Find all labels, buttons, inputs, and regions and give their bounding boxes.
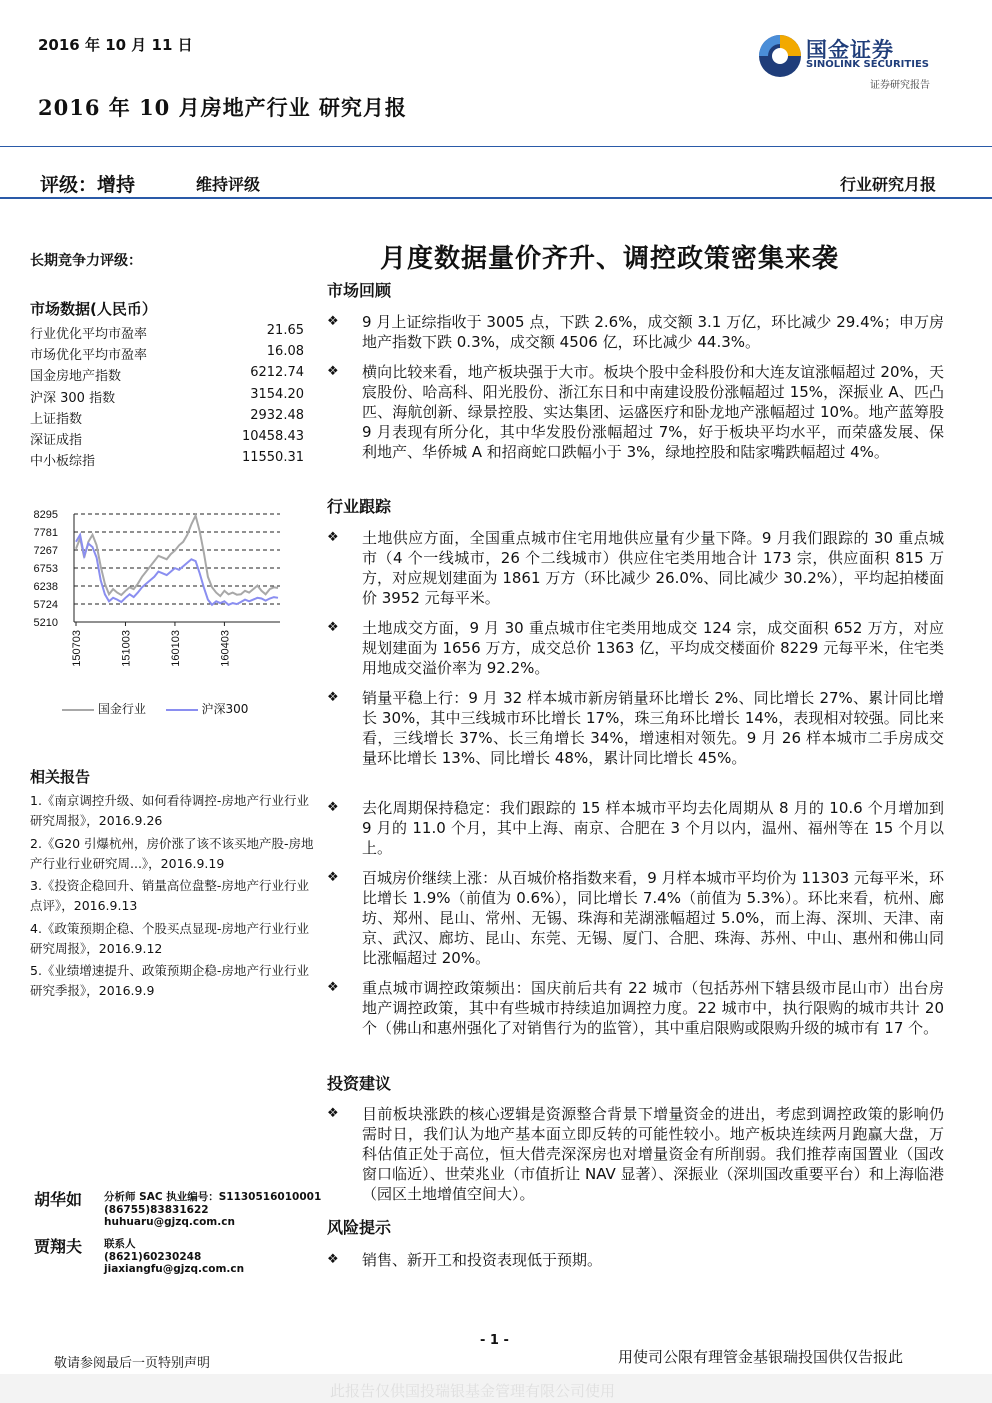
x-tick-label: 160403 [219, 630, 232, 667]
body-paragraph: 9 月上证综指收于 3005 点，下跌 2.6%，成交额 3.1 万亿，环比减少 29.4%；申万房地产指数下跌 0.3%，成交额 4506 亿，环比减少 44.3%。 [362, 313, 944, 351]
market-value: 10458.43 [241, 429, 304, 444]
market-row [30, 387, 304, 408]
watermark-text: 此报告仅供国投瑞银基金管理有限公司使用 [330, 1382, 616, 1400]
x-tick-label: 160103 [169, 630, 182, 667]
market-label: 上证指数 [30, 411, 83, 427]
rating-label: 评级：增持 [40, 174, 136, 196]
related-report-item: 3.《投资企稳回升、销量高位盘整-房地产行业行业点评》，2016.9.13 [30, 878, 309, 913]
market-label: 深证成指 [30, 433, 83, 448]
logo-text-en: SINOLINK SECURITIES [806, 59, 929, 70]
chart-legend [62, 700, 248, 717]
bullet-icon: ❖ [327, 690, 339, 705]
series-line-0 [76, 516, 278, 597]
rating-status: 维持评级 [196, 175, 261, 194]
related-reports-title: 相关报告 [30, 768, 91, 786]
body-paragraph: 土地供应方面，全国重点城市住宅用地供应量有少量下降。9 月我们跟踪的 30 重点城市（4 个一线城市，26 个二线城市）供应住宅类用地合计 173 宗，供应面积 815 万方，对应规划建面为 1861 万方（环比减少 26.0%、同比减少 30.2%），平均起拍楼面价 3952 元每平米。 [362, 529, 944, 607]
y-tick-label: 7781 [33, 526, 58, 539]
bullet-icon: ❖ [327, 800, 339, 815]
market-row [30, 344, 304, 365]
bullet-icon: ❖ [327, 1252, 339, 1267]
market-value: 21.65 [266, 323, 304, 338]
market-value: 6212.74 [250, 365, 304, 381]
y-tick-label: 6238 [33, 581, 58, 594]
market-value: 16.08 [266, 344, 304, 360]
report-headline: 月度数据量价齐升、调控政策密集来袭 [380, 244, 840, 274]
related-report-item: 1.《南京调控升级、如何看待调控-房地产行业行业研究周报》，2016.9.26 [30, 793, 309, 828]
market-row [30, 429, 304, 450]
body-paragraph: 去化周期保持稳定：我们跟踪的 15 样本城市平均去化周期从 8 月的 10.6 个月增加到 9 月的 11.0 个月，其中上海、南京、合肥在 3 个月以内，温州、福州等在 15 个月以上。 [362, 799, 944, 857]
x-tick-label: 151003 [120, 630, 133, 667]
disclaimer-notice: 敬请参阅最后一页特别声明 [54, 1356, 211, 1371]
market-label: 国金房地产指数 [30, 369, 122, 385]
analyst-name: 贾翔夫 [34, 1237, 83, 1256]
logo-subtitle: 证券研究报告 [870, 80, 930, 91]
analyst-contact-line: jiaxiangfu@gjzq.com.cn [104, 1263, 245, 1275]
body-paragraph: 横向比较来看，地产板块强于大市。板块个股中金科股份和大连友谊涨幅超过 20%，天宸股份、哈高科、阳光股份、浙江东日和中南建设股份涨幅超过 15%，深振业 A、匹凸匹、海航创新、绿景控股、实达集团、运盛医疗和卧龙地产涨幅超过 10%。地产蓝筹股 9 月表现有所分化，其中华发股份涨幅超过 7%，好于板块平均水平，而荣盛发展、保利地产、华侨城 A 和招商蛇口跌幅小于 3%，绿地控股和陆家嘴跌幅超过 4%。 [362, 363, 944, 461]
related-report-item: 5.《业绩增速提升、政策预期企稳-房地产行业行业研究季报》，2016.9.9 [30, 963, 309, 998]
market-row [30, 408, 304, 429]
report-title: 2016 年 10 月房地产行业 研究月报 [38, 95, 407, 120]
logo-emblem-icon [756, 32, 804, 80]
related-report-item: 4.《政策预期企稳、个股买点显现-房地产行业行业研究周报》，2016.9.12 [30, 921, 309, 956]
section-title: 风险提示 [327, 1218, 392, 1237]
analyst-contact-line: (86755)83831622 [104, 1203, 209, 1216]
legend-label-industry: 国金行业 [97, 702, 146, 716]
legend-label-hs300: 沪深300 [201, 702, 249, 716]
bullet-icon: ❖ [327, 364, 339, 379]
market-row [30, 365, 304, 386]
report-type: 行业研究月报 [839, 175, 936, 194]
market-value: 11550.31 [241, 450, 304, 466]
bullet-icon: ❖ [327, 980, 339, 995]
header-divider [0, 146, 992, 147]
analyst-contact-line: huhuaru@gjzq.com.cn [104, 1216, 235, 1228]
bullet-icon: ❖ [327, 870, 339, 885]
body-paragraph: 重点城市调控政策频出：国庆前后共有 22 城市（包括苏州下辖县级市昆山市）出台房地产调控政策，其中有些城市持续追加调控力度。22 城市中，执行限购的城市共计 20 个（佛山和惠州强化了对销售行为的监管），其中重启限购或限购升级的城市有 17 个。 [362, 979, 944, 1037]
report-date: 2016 年 10 月 11 日 [38, 36, 193, 54]
y-tick-label: 5210 [33, 617, 58, 629]
market-row [30, 323, 304, 344]
series-line-1 [76, 535, 278, 605]
market-label: 中小板综指 [30, 454, 96, 470]
index-line-chart [24, 500, 284, 700]
body-paragraph: 销售、新开工和投资表现低于预期。 [362, 1251, 603, 1269]
market-value: 2932.48 [250, 407, 304, 423]
company-logo [754, 30, 954, 90]
footer-right-text: 用使司公限有理管金基银瑞投国供仅告报此 [618, 1348, 904, 1366]
market-label: 行业优化平均市盈率 [30, 327, 148, 342]
body-paragraph: 百城房价继续上涨：从百城价格指数来看，9 月样本城市平均价为 11303 元每平米，环比增长 1.9%（前值为 0.6%），同比增长 7.4%（前值为 5.3%）。环比来看，杭州、廊坊、郑州、昆山、常州、无锡、珠海和芜湖涨幅超过 5.0%，而上海、深圳、天津、南京、武汉、廊坊、昆山、东莞、无锡、厦门、合肥、珠海、苏州、中山、惠州和佛山同比涨幅超过 20%。 [362, 869, 944, 967]
section-title: 市场回顾 [327, 281, 392, 300]
bullet-icon: ❖ [327, 530, 339, 545]
market-data-title: 市场数据(人民币） [30, 300, 157, 318]
analyst-name: 胡华如 [34, 1190, 83, 1209]
y-tick-label: 6753 [33, 562, 58, 575]
logo-text-cn: 国金证券 [806, 38, 894, 62]
legend-swatch-industry [62, 709, 94, 711]
analyst-contact-line: 分析师 SAC 执业编号：S1130516010001 [104, 1191, 322, 1203]
bullet-icon: ❖ [327, 314, 339, 329]
body-paragraph: 销量平稳上行：9 月 32 样本城市新房销量环比增长 2%、同比增长 27%、累计同比增长 30%，其中三线城市环比增长 17%，珠三角环比增长 14%，表现相对较强。同比来看，三线增长 37%、长三角增长 34%，增速相对领先。9 月 26 样本城市二手房成交量环比增长 13%、同比增长 48%，累计同比增长 45%。 [362, 689, 944, 767]
section-title: 行业跟踪 [327, 497, 392, 516]
page-number: - 1 - [480, 1333, 509, 1348]
market-label: 沪深 300 指数 [30, 390, 116, 406]
section-title: 投资建议 [327, 1074, 392, 1093]
related-report-item: 2.《G20 引爆杭州，房价涨了该不该买地产股-房地产行业行业研究周...》，2016.9.19 [30, 836, 314, 871]
y-tick-label: 5724 [33, 599, 58, 612]
body-paragraph: 目前板块涨跌的核心逻辑是资源整合背景下增量资金的进出，考虑到调控政策的影响仍需时日，我们认为地产基本面立即反转的可能性较小。地产板块连续两月跑赢大盘，万科估值正处于高位，恒大借壳深深房也对增量资金有所削弱。我们推荐南国置业（国改窗口临近）、世荣兆业（市值折让 NAV 显著）、深振业（深圳国改重要平台）和上海临港（园区土地增值空间大）。 [362, 1105, 944, 1203]
x-tick-label: 150703 [71, 630, 83, 667]
market-label: 市场优化平均市盈率 [30, 348, 148, 364]
body-paragraph: 土地成交方面，9 月 30 重点城市住宅类用地成交 124 宗，成交面积 652 万方，对应规划建面为 1656 万方，成交总价 1363 亿，平均成交楼面价 8229 元每平米，住宅类用地成交溢价率为 92.2%。 [362, 619, 944, 677]
bullet-icon: ❖ [327, 620, 339, 635]
y-tick-label: 8295 [33, 509, 58, 521]
analyst-contact-line: (8621)60230248 [104, 1250, 202, 1263]
market-value: 3154.20 [250, 386, 304, 402]
rating-divider [0, 197, 992, 199]
long-term-rating-label: 长期竞争力评级： [30, 253, 142, 269]
market-row [30, 450, 304, 471]
bullet-icon: ❖ [327, 1106, 339, 1121]
analyst-contact-line: 联系人 [104, 1238, 136, 1250]
legend-swatch-hs300 [166, 709, 198, 711]
y-tick-label: 7267 [33, 544, 58, 557]
